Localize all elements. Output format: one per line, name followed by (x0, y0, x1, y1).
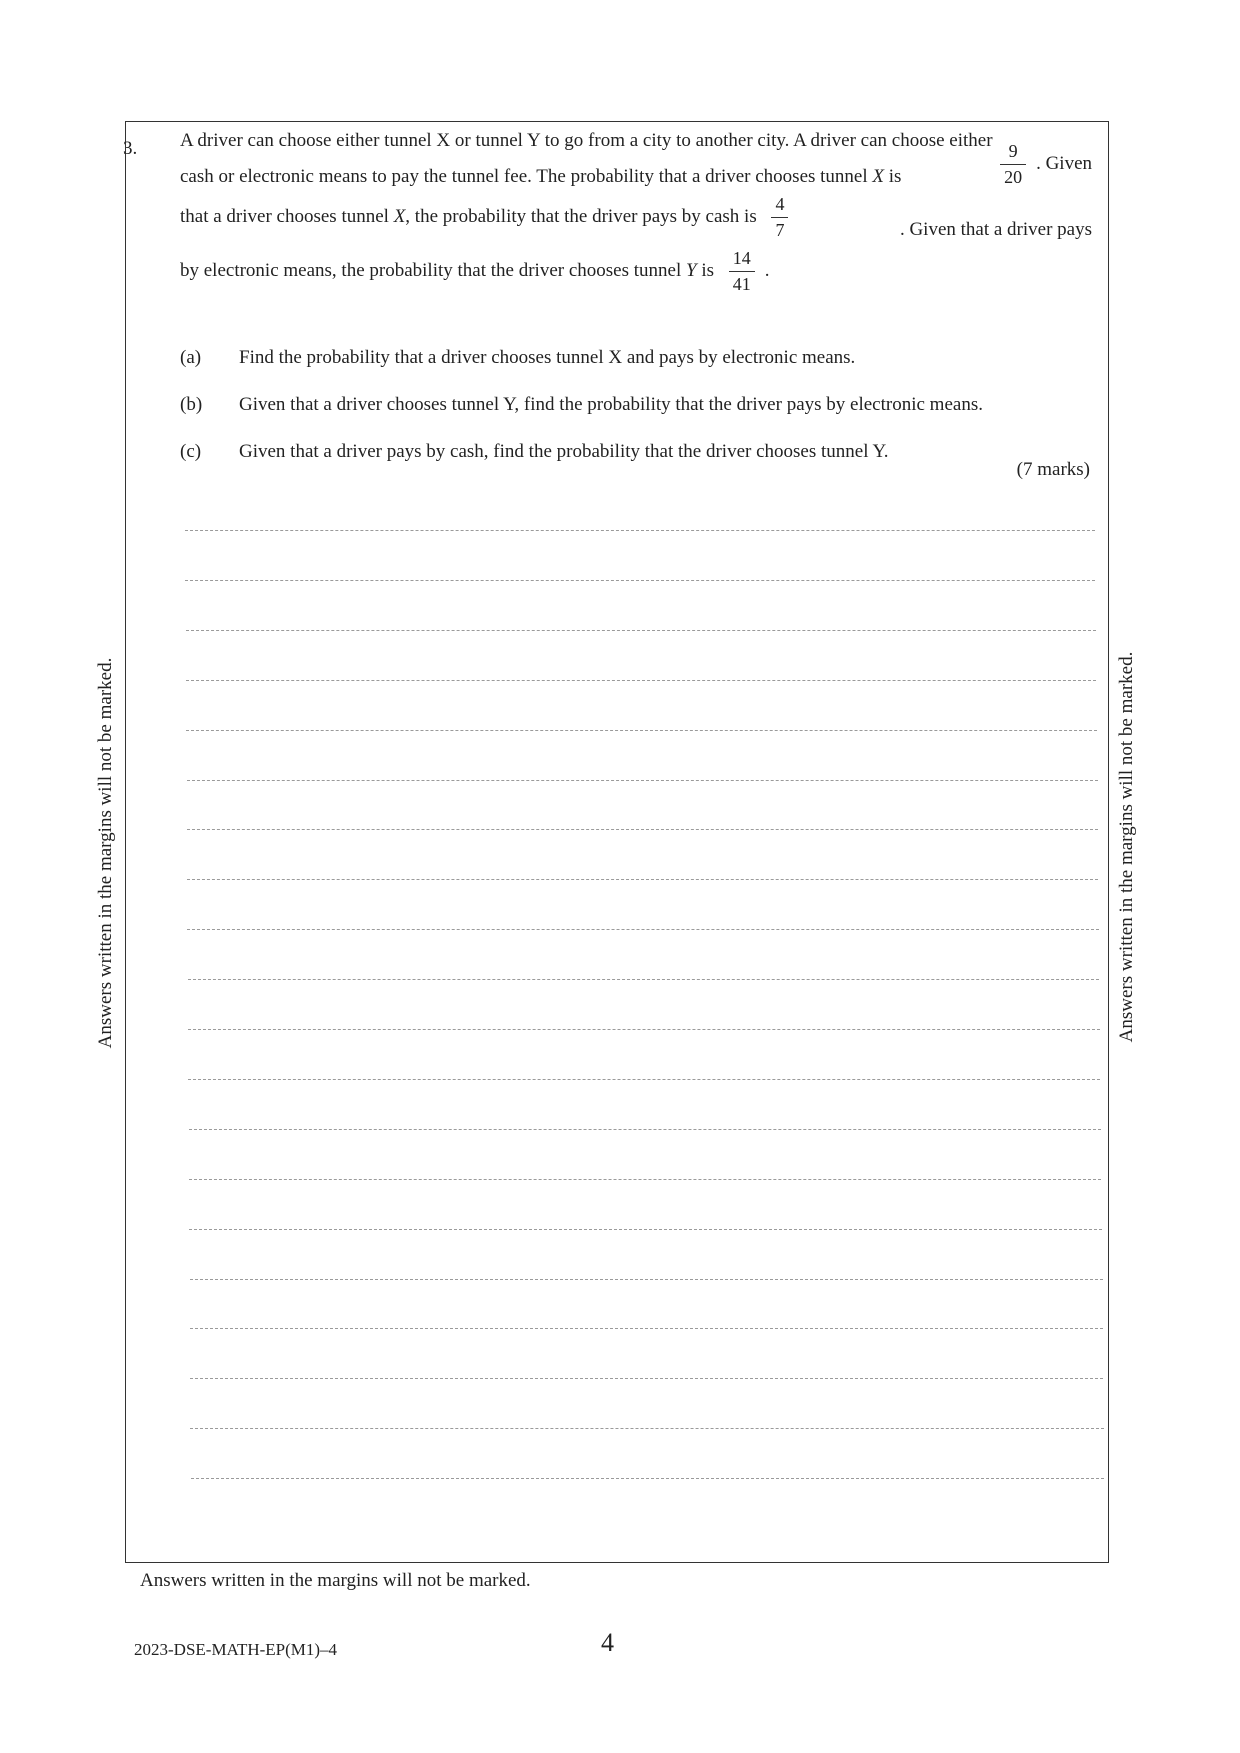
fraction-denominator: 20 (1004, 167, 1023, 188)
is-text: is (888, 166, 902, 187)
fraction-numerator: 14 (732, 247, 751, 268)
line3-text: that a driver chooses tunnel (180, 205, 389, 227)
answer-line (186, 630, 1096, 631)
answer-line (190, 1328, 1103, 1329)
answer-line (188, 1029, 1100, 1030)
part-b-label: (b) (180, 394, 203, 415)
answer-line (186, 680, 1097, 681)
answer-line (191, 1478, 1105, 1479)
page-number: 4 (601, 1628, 614, 1657)
line3-end: . Given that a driver pays (899, 219, 1092, 240)
is-text: is (701, 259, 715, 281)
answer-line (188, 1079, 1100, 1080)
var-x: X (872, 166, 884, 187)
left-margin-note: Answers written in the margins will not be marked. (95, 657, 116, 1049)
answer-line (188, 979, 1100, 980)
part-c (180, 441, 889, 463)
fraction-4-7 (771, 194, 788, 241)
line3-mid: , the probability that the driver pays by cash is (405, 205, 757, 227)
line2-end: . Given (1036, 152, 1092, 174)
marks: (7 marks) (1016, 459, 1090, 480)
answer-line (187, 780, 1098, 781)
answer-line (190, 1378, 1103, 1379)
fraction-denominator: 7 (775, 220, 785, 241)
footer-margin-note: Answers written in the margins will not be marked. (140, 1570, 531, 1591)
answer-line (187, 929, 1099, 930)
part-a-label: (a) (180, 347, 202, 368)
answer-line (187, 879, 1098, 880)
part-c-text: Given that a driver pays by cash, find the probability that the driver chooses tunnel Y. (239, 441, 889, 462)
part-a-text: Find the probability that a driver chooses tunnel X and pays by electronic means. (239, 347, 856, 368)
answer-line (187, 829, 1098, 830)
answer-line (189, 1179, 1102, 1180)
question-line-3 (180, 193, 1092, 251)
line4-end: . (764, 259, 770, 281)
fraction-denominator: 41 (732, 274, 751, 295)
paper-code: 2023-DSE-MATH-EP(M1)–4 (134, 1640, 338, 1659)
fraction-9-20 (1000, 141, 1026, 188)
right-margin-note: Answers written in the margins will not be marked. (1116, 651, 1137, 1043)
answer-line (190, 1428, 1104, 1429)
answer-line (189, 1129, 1101, 1130)
part-b (180, 394, 983, 416)
answer-box (125, 121, 1109, 1563)
answer-line (189, 1229, 1102, 1230)
line4-text: by electronic means, the probability that the driver chooses tunnel (180, 259, 682, 281)
part-c-label: (c) (180, 441, 202, 462)
fraction-numerator: 9 (1008, 140, 1018, 161)
answer-line (185, 530, 1095, 531)
answer-line (190, 1279, 1103, 1280)
question-line-1: A driver can choose either tunnel X or tunnel Y to go from a city to another city. A driver can choose either (180, 130, 993, 151)
answer-line (186, 730, 1097, 731)
fraction-14-41 (729, 248, 755, 295)
part-b-text: Given that a driver chooses tunnel Y, find the probability that the driver pays by electronic means. (239, 394, 983, 415)
var-x: X (393, 205, 406, 227)
question-number: 3. (123, 138, 138, 159)
fraction-numerator: 4 (775, 193, 785, 214)
var-y: Y (686, 259, 697, 281)
line2-text: cash or electronic means to pay the tunnel fee. The probability that a driver chooses tunnel (180, 166, 868, 187)
part-a (180, 347, 855, 369)
question-line-4 (180, 247, 1092, 305)
answer-line (185, 580, 1095, 581)
